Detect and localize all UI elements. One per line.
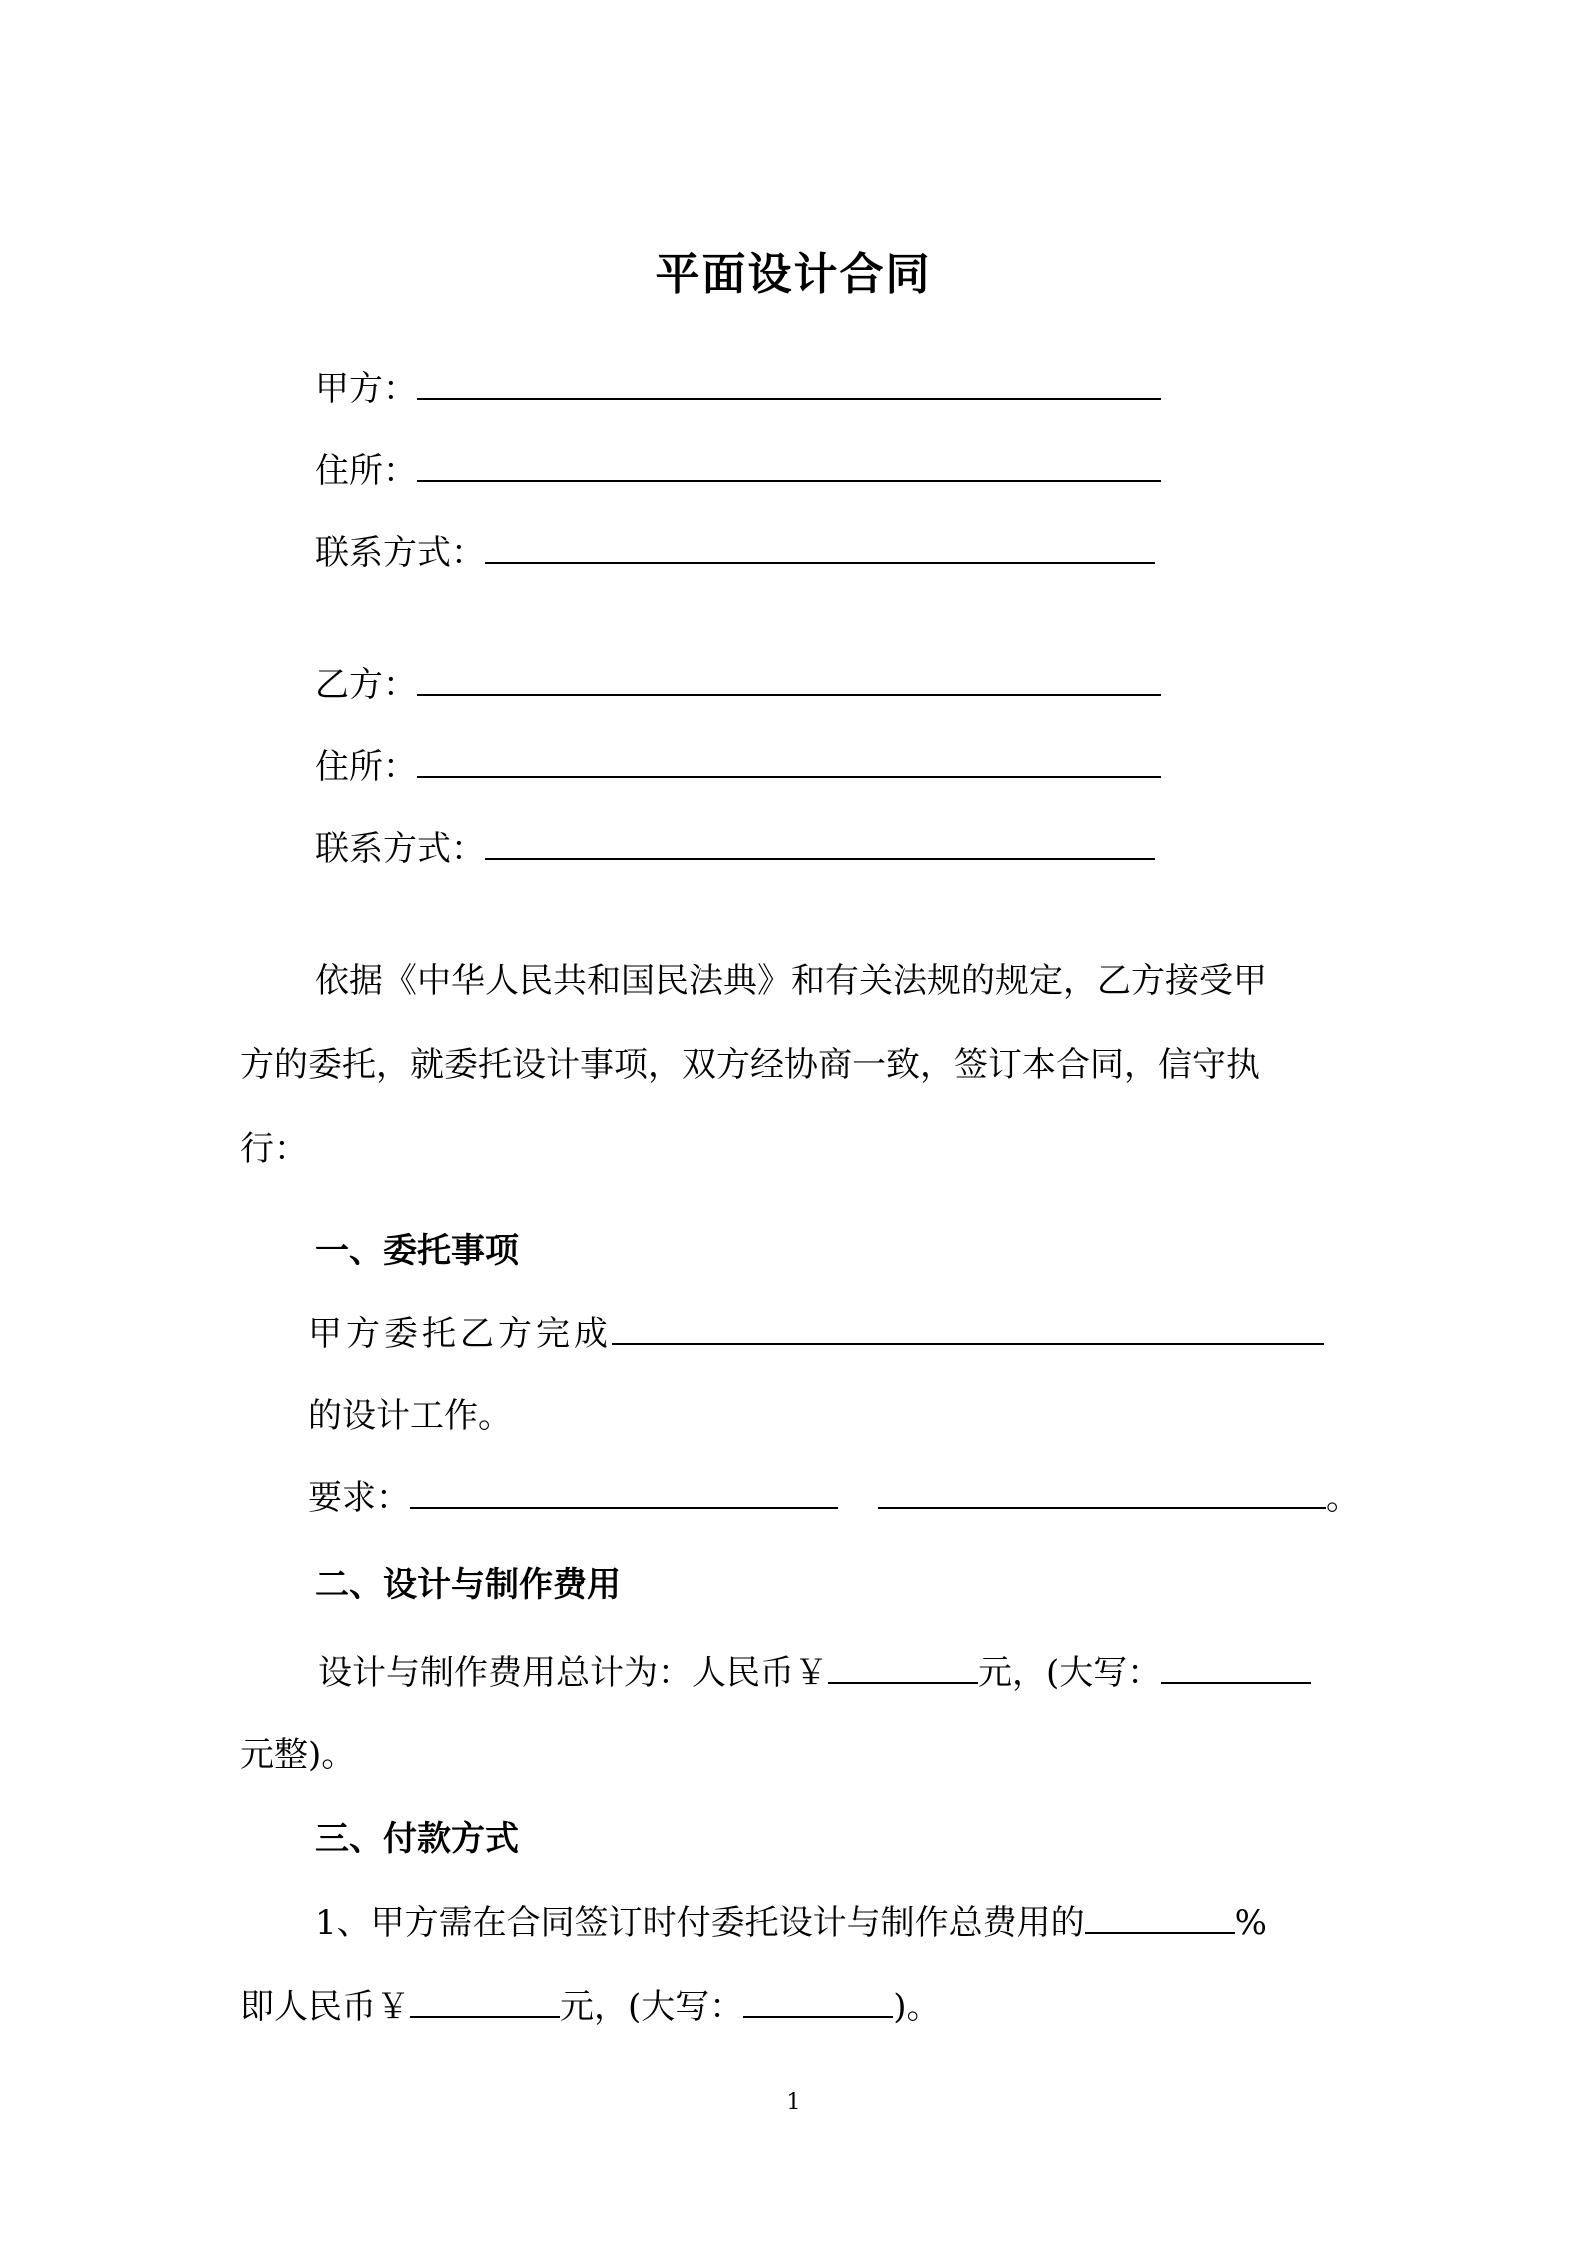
preamble-line-3: 行：: [240, 1129, 308, 1169]
section-3-item-1-line-2-end: )。: [893, 1987, 941, 2027]
section-3-item-1-line-2-mid: 元，(大写：: [560, 1987, 744, 2027]
section-1-requirement-label: 要求：: [308, 1478, 410, 1518]
party-b-contact-label: 联系方式：: [315, 829, 485, 869]
party-a-contact-blank[interactable]: [485, 534, 1155, 564]
preamble-line-1: 依据《中华人民共和国民法典》和有关法规的规定，乙方接受甲: [315, 961, 1267, 1001]
section-2-heading: 二、设计与制作费用: [315, 1565, 621, 1605]
section-1-requirement-blank-2[interactable]: [878, 1479, 1326, 1509]
party-a-address-line: [315, 450, 1161, 492]
party-b-contact-line: [315, 828, 1155, 870]
party-a-address-label: 住所：: [315, 451, 417, 491]
party-b-name-blank[interactable]: [417, 666, 1161, 696]
section-3-heading: 三、付款方式: [315, 1819, 519, 1859]
party-a-name-line: [315, 368, 1161, 410]
section-3-item-1-line-1: [315, 1902, 1267, 1944]
party-b-name-label: 乙方：: [315, 665, 417, 705]
party-a-contact-line: [315, 532, 1155, 574]
section-1-heading: 一、委托事项: [315, 1231, 519, 1271]
section-1-requirement-line: [308, 1477, 1360, 1519]
section-3-item-1-percent-blank[interactable]: [1085, 1904, 1235, 1934]
section-3-item-1-amount-blank[interactable]: [410, 1988, 560, 2018]
party-b-address-label: 住所：: [315, 747, 417, 787]
party-b-address-line: [315, 746, 1161, 788]
section-2-fee-prefix: 设计与制作费用总计为：人民币￥: [318, 1653, 828, 1693]
section-3-item-1-prefix: 1、甲方需在合同签订时付委托设计与制作总费用的: [315, 1903, 1085, 1943]
section-2-fee-end: 元整)。: [240, 1735, 356, 1775]
section-1-task-suffix: 的设计工作。: [308, 1396, 512, 1436]
section-2-fee-line: [318, 1652, 1311, 1694]
page-number: 1: [786, 2090, 801, 2115]
section-3-item-1-percent-sign: %: [1234, 1903, 1267, 1943]
party-a-name-label: 甲方：: [315, 369, 417, 409]
section-1-requirement-end: 。: [1326, 1478, 1360, 1518]
section-3-item-1-line-2: [240, 1986, 941, 2028]
section-1-task-blank[interactable]: [612, 1315, 1324, 1345]
section-1-task-prefix: 甲方委托乙方完成: [308, 1314, 612, 1354]
section-3-item-1-words-blank[interactable]: [743, 1988, 893, 2018]
party-b-address-blank[interactable]: [417, 748, 1161, 778]
section-2-fee-amount-blank[interactable]: [828, 1654, 978, 1684]
preamble-line-2: 方的委托，就委托设计事项，双方经协商一致，签订本合同，信守执: [240, 1045, 1260, 1085]
party-a-address-blank[interactable]: [417, 452, 1161, 482]
document-title: 平面设计合同: [655, 249, 932, 300]
party-b-contact-blank[interactable]: [485, 830, 1155, 860]
section-2-fee-mid: 元，(大写：: [978, 1653, 1162, 1693]
party-b-name-line: [315, 664, 1161, 706]
party-a-contact-label: 联系方式：: [315, 533, 485, 573]
section-3-item-1-line-2-prefix: 即人民币￥: [240, 1987, 410, 2027]
section-1-requirement-blank-1[interactable]: [410, 1479, 838, 1509]
party-a-name-blank[interactable]: [417, 370, 1161, 400]
section-1-task-line: [308, 1313, 1324, 1355]
section-2-fee-words-blank[interactable]: [1161, 1654, 1311, 1684]
